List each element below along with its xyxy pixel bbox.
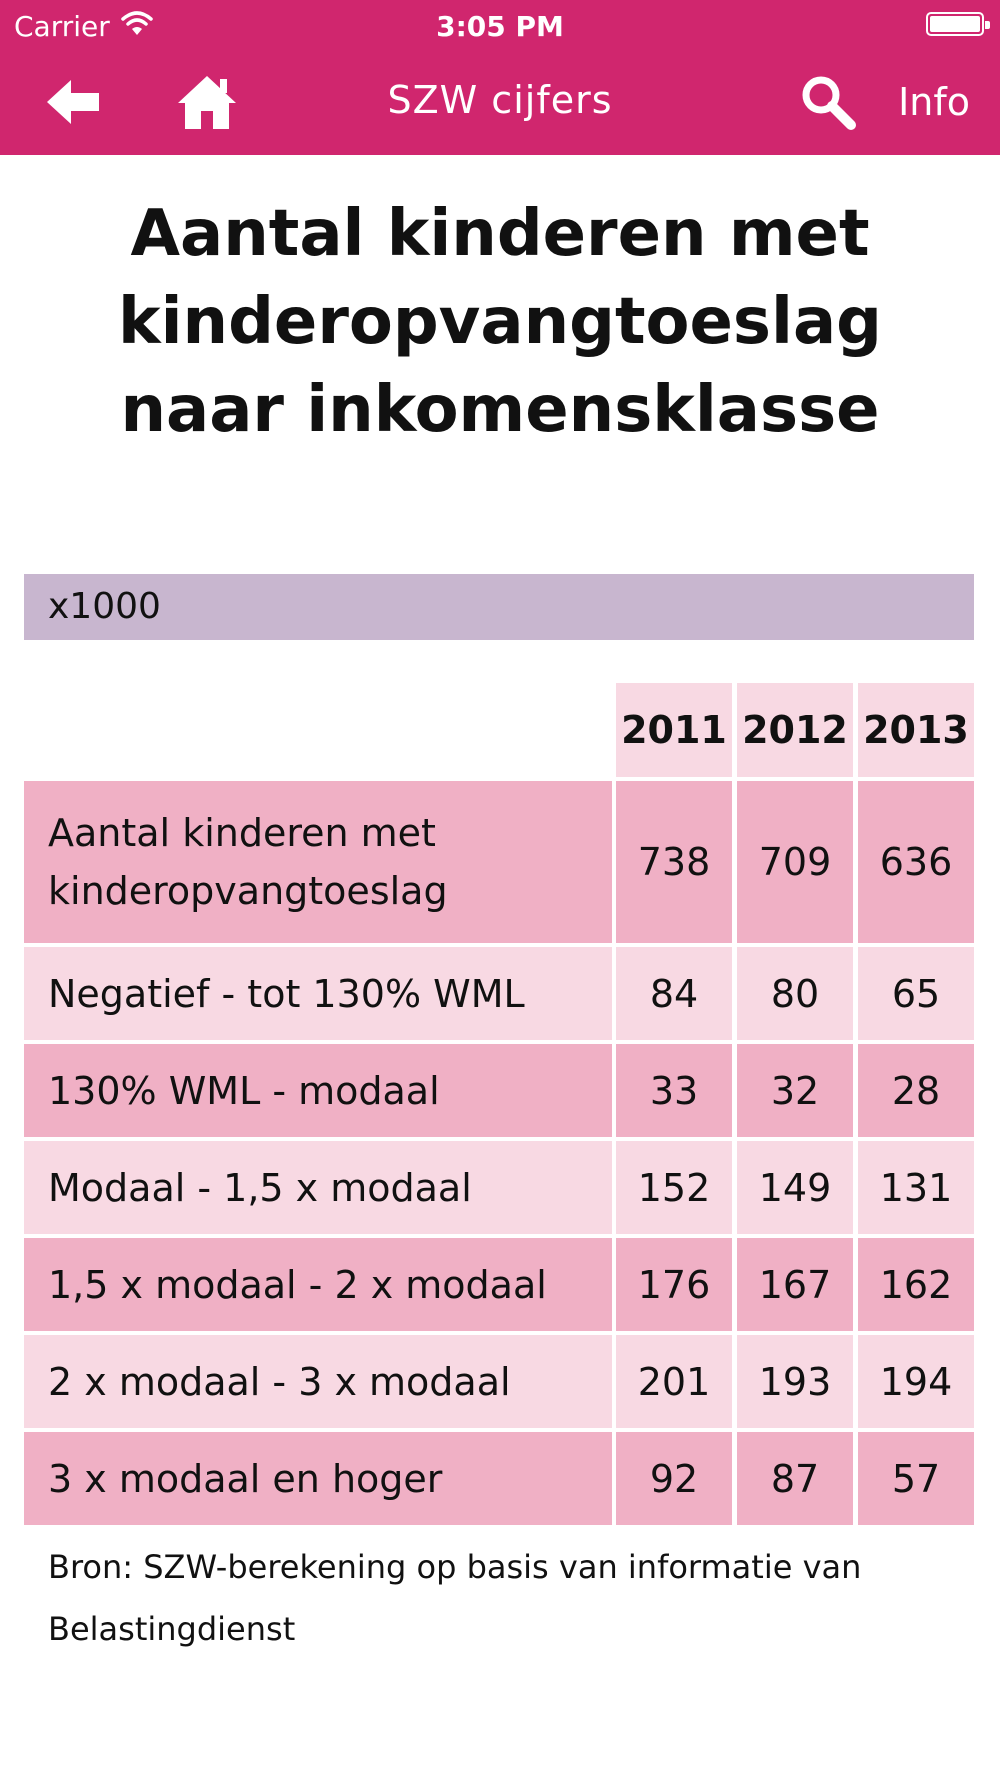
table-row [24,1141,974,1234]
search-button[interactable] [796,62,860,142]
cell-value: 201 [616,1335,732,1428]
row-label: Modaal - 1,5 x modaal [24,1141,612,1234]
cell-value: 92 [616,1432,732,1525]
carrier-label: Carrier [14,10,110,43]
cell-value: 738 [616,781,732,943]
cell-value: 193 [737,1335,853,1428]
table-row [24,947,974,1040]
info-button[interactable]: Info [898,80,970,124]
row-label: Negatief - tot 130% WML [24,947,612,1040]
cell-value: 32 [737,1044,853,1137]
table-row [24,1044,974,1137]
cell-value: 636 [858,781,974,943]
battery-icon [926,12,984,36]
search-icon [799,73,857,131]
source-note: Bron: SZW-berekening op basis van informatie van Belastingdienst [48,1548,862,1648]
cell-value: 131 [858,1141,974,1234]
cell-value: 87 [737,1432,853,1525]
row-label: 2 x modaal - 3 x modaal [24,1335,612,1428]
cell-value: 149 [737,1141,853,1234]
table-row [24,1238,974,1331]
cell-value: 176 [616,1238,732,1331]
nav-title: SZW cijfers [387,78,613,122]
cell-value: 167 [737,1238,853,1331]
table-row [24,1335,974,1428]
status-bar [0,0,1000,50]
cell-value: 84 [616,947,732,1040]
unit-label: x1000 [24,574,974,640]
cell-value: 709 [737,781,853,943]
cell-value: 152 [616,1141,732,1234]
row-label: Aantal kinderen met kinderopvangtoeslag [24,781,612,943]
cell-value: 28 [858,1044,974,1137]
row-label: 130% WML - modaal [24,1044,612,1137]
cell-value: 162 [858,1238,974,1331]
cell-value: 57 [858,1432,974,1525]
top-bar [0,0,1000,155]
column-header-2011: 2011 [616,683,732,777]
page-title: Aantal kinderen met kinderopvangtoeslag naar inkomensklasse [118,197,882,447]
column-header-2013: 2013 [858,683,974,777]
table-row [24,781,974,943]
row-label: 3 x modaal en hoger [24,1432,612,1525]
cell-value: 80 [737,947,853,1040]
column-header-2012: 2012 [737,683,853,777]
cell-value: 33 [616,1044,732,1137]
row-label: 1,5 x modaal - 2 x modaal [24,1238,612,1331]
table-row [24,1432,974,1525]
cell-value: 194 [858,1335,974,1428]
cell-value: 65 [858,947,974,1040]
clock: 3:05 PM [436,10,564,43]
table-header [24,683,974,777]
